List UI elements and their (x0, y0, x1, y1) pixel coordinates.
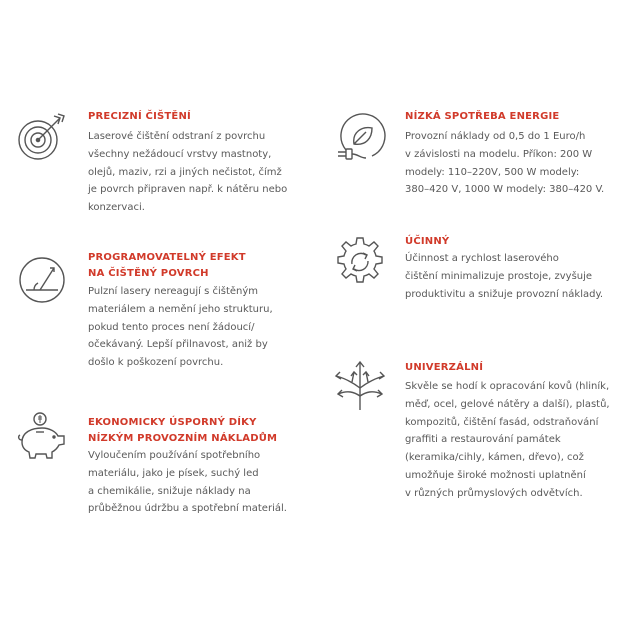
piggy-bank-icon (14, 410, 70, 466)
feature-title: NA ČIŠTĚNÝ POVRCH (88, 268, 209, 279)
feature-desc-line: konzervaci. (88, 202, 145, 214)
feature-desc-line: Účinnost a rychlost laserového (405, 253, 559, 264)
feature-desc-line: 380–420 V, 1000 W modely: 380–420 V. (405, 184, 605, 196)
arrows-spread-icon (332, 358, 388, 414)
feature-desc-line: materiálem a nemění jeho strukturu, (88, 303, 273, 315)
laser-angle-icon (14, 252, 70, 308)
feature-desc-line: v různých průmyslových odvětvích. (405, 487, 583, 499)
feature-desc-line: graffiti a restaurování památek (405, 434, 561, 446)
feature-desc-line: v závislosti na modelu. Příkon: 200 W (405, 148, 593, 160)
feature-desc-line: (keramika/cihly, kámen, dřevo), což (405, 452, 584, 464)
feature-desc-line: materiálu, jako je písek, suchý led (88, 467, 259, 479)
feature-title: EKONOMICKY ÚSPORNÝ DÍKY (88, 417, 257, 428)
feature-desc-line: měď, ocel, gelové nátěry a další), plastů, (405, 398, 610, 410)
feature-desc-line: kompozitů, čištění fasád, odstraňování (405, 416, 599, 428)
feature-desc-line: Skvěle se hodí k opracování kovů (hliník, (405, 381, 610, 392)
feature-title: PRECIZNÍ ČIŠTĚNÍ (88, 111, 191, 122)
feature-title: NÍZKÁ SPOTŘEBA ENERGIE (405, 111, 560, 122)
feature-desc-line: pokud tento proces není žádoucí/ (88, 321, 255, 333)
feature-desc-line: olejů, maziv, rzi a jiných nečistot, čímž (88, 166, 282, 178)
leaf-plug-icon (332, 110, 388, 166)
feature-desc-line: Provozní náklady od 0,5 do 1 Euro/h (405, 131, 586, 142)
feature-title: NÍZKÝM PROVOZNÍM NÁKLADŮM (88, 433, 278, 444)
feature-title: UNIVERZÁLNÍ (405, 362, 484, 373)
feature-desc-line: došlo k poškození povrchu. (88, 357, 224, 369)
feature-desc-line: všechny nežádoucí vrstvy mastnoty, (88, 148, 272, 160)
feature-desc-line: očekávaný. Lepší přilnavost, aniž by (88, 339, 268, 351)
feature-desc-line: čištění minimalizuje prostoje, zvyšuje (405, 270, 593, 282)
feature-title: PROGRAMOVATELNÝ EFEKT (88, 252, 246, 263)
feature-desc-line: a chemikálie, snižuje náklady na (88, 485, 251, 497)
feature-desc-line: modely: 110–220V, 500 W modely: (405, 166, 580, 178)
feature-desc-line: Laserové čištění odstraní z povrchu (88, 131, 266, 142)
feature-title: ÚČINNÝ (405, 236, 450, 247)
gear-cycle-icon (332, 234, 388, 290)
feature-desc-line: produktivitu a snižuje provozní náklady. (405, 288, 604, 300)
feature-desc-line: je povrch připraven např. k nátěru nebo (88, 184, 288, 196)
feature-desc-line: umožňuje široké možnosti uplatnění (405, 469, 586, 481)
feature-desc-line: Vyloučením používání spotřebního (88, 450, 261, 461)
feature-desc-line: průběžnou údržbu a spotřební materiál. (88, 503, 287, 515)
target-icon (14, 108, 70, 164)
feature-desc-line: Pulzní lasery nereagují s čištěným (88, 286, 259, 297)
